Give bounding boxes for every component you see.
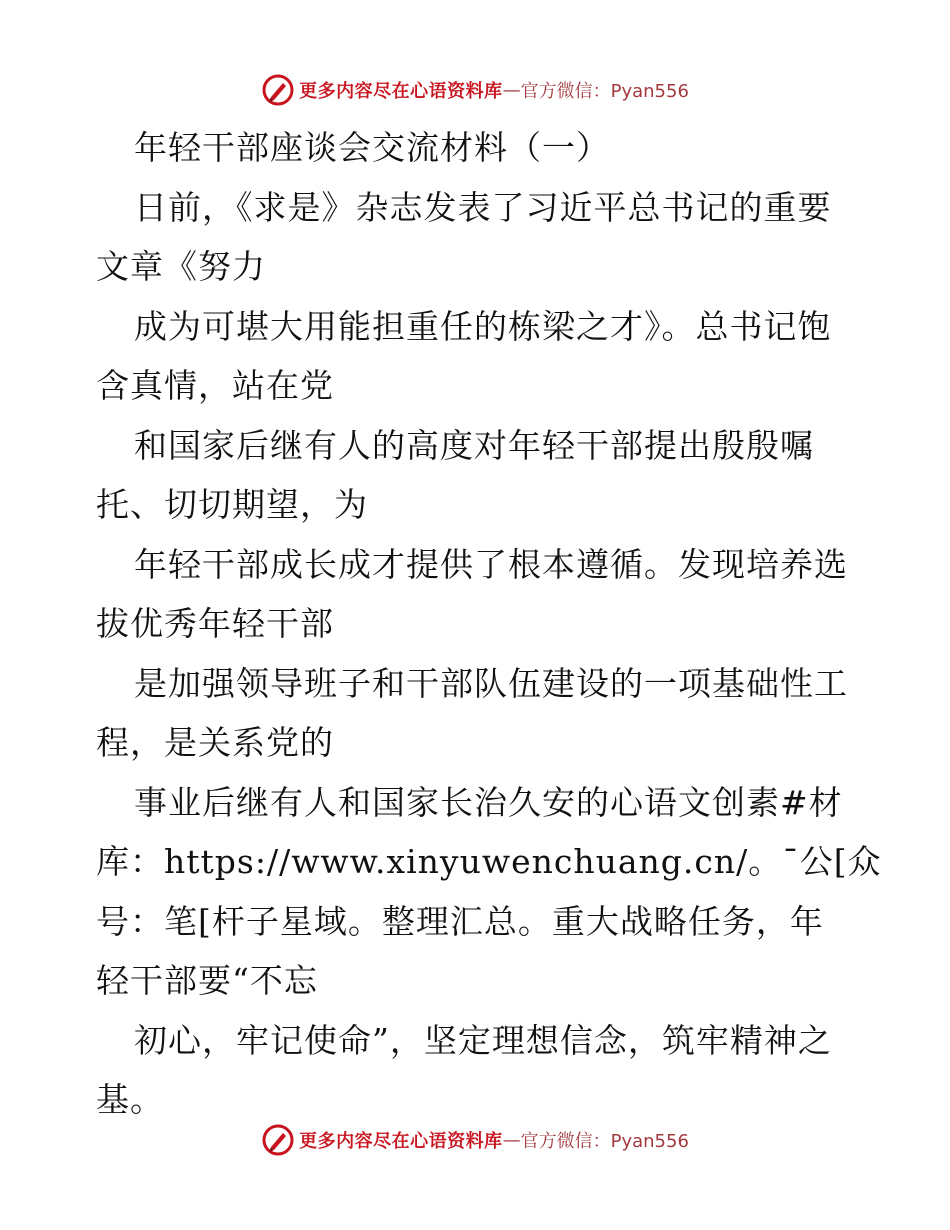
paragraph-line: 轻干部要“不忘 bbox=[96, 961, 318, 1000]
paragraph-line: 号：笔[杆子星域。整理汇总。重大战略任务，年 bbox=[96, 901, 824, 941]
paragraph-line: 拔优秀年轻干部 bbox=[96, 604, 334, 643]
paragraph-line: 初心，牢记使命”，坚定理想信念，筑牢精神之 bbox=[134, 1020, 832, 1060]
pen-logo-icon bbox=[261, 73, 295, 107]
paragraph-line: 事业后继有人和国家长治久安的心语文创素#材 bbox=[134, 782, 843, 822]
paragraph-line: 基。 bbox=[96, 1080, 164, 1119]
paragraph-line: 文章《努力 bbox=[96, 247, 266, 286]
banner-main-text: 更多内容尽在心语资料库 bbox=[299, 81, 503, 102]
pen-logo-icon bbox=[261, 1123, 295, 1157]
document-body bbox=[96, 118, 882, 1130]
banner-wechat-text: 官方微信：Pyan556 bbox=[520, 81, 689, 102]
banner-separator: — bbox=[502, 79, 521, 101]
document-title: 年轻干部座谈会交流材料（一） bbox=[134, 128, 610, 167]
paragraph-line: 托、切切期望，为 bbox=[96, 485, 368, 524]
paragraph-line: 年轻干部成长成才提供了根本遵循。发现培养选 bbox=[134, 544, 848, 584]
paragraph-line: 和国家后继有人的高度对年轻干部提出殷殷嘱 bbox=[134, 425, 814, 465]
footer-banner bbox=[0, 1118, 950, 1162]
paragraph-line: 程，是关系党的 bbox=[96, 723, 334, 762]
banner-main-text: 更多内容尽在心语资料库 bbox=[299, 1131, 503, 1152]
banner-wechat-text: 官方微信：Pyan556 bbox=[520, 1131, 689, 1152]
paragraph-line: 库：https://www.xinyuwenchuang.cn/。¯公[众 bbox=[96, 842, 882, 881]
banner-separator: — bbox=[502, 1129, 521, 1151]
paragraph-line: 是加强领导班子和干部队伍建设的一项基础性工 bbox=[134, 663, 848, 703]
paragraph-line: 含真情，站在党 bbox=[96, 366, 334, 405]
header-banner bbox=[0, 68, 950, 112]
paragraph-line: 成为可堪大用能担重任的栋梁之才》。总书记饱 bbox=[134, 306, 832, 346]
paragraph-line: 日前，《求是》杂志发表了习近平总书记的重要 bbox=[134, 187, 832, 227]
